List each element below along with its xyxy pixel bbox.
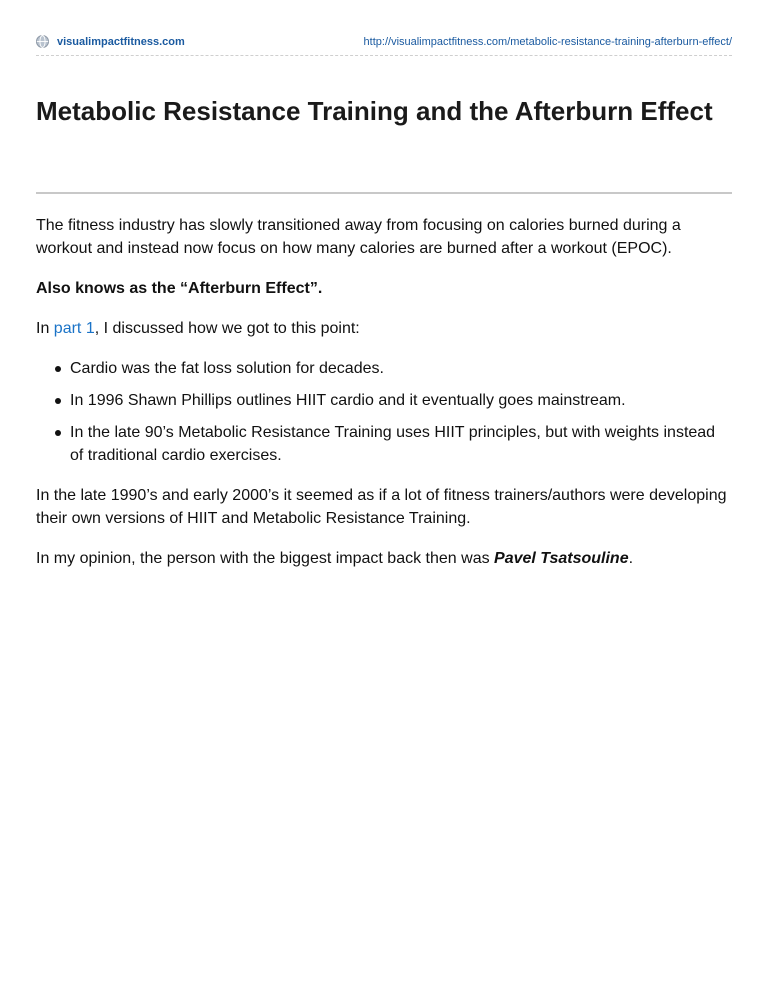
opinion-suffix: .	[628, 550, 634, 567]
list-item: Cardio was the fat loss solution for decades.	[70, 357, 732, 380]
afterburn-bold-text: Also knows as the “Afterburn Effect”.	[36, 280, 323, 297]
person-name: Pavel Tsatsouline	[494, 550, 629, 567]
page-header	[36, 33, 732, 56]
opinion-prefix: In my opinion, the person with the biggest impact back then was	[36, 550, 495, 567]
opinion-paragraph	[36, 547, 732, 570]
part-1-link[interactable]: part 1	[53, 320, 95, 337]
title-divider	[36, 192, 732, 194]
part1-suffix: , I discussed how we got to this point:	[94, 320, 360, 337]
article-title: Metabolic Resistance Training and the Afterburn Effect	[36, 96, 713, 126]
trainers-paragraph: In the late 1990’s and early 2000’s it seemed as if a lot of fitness trainers/authors were developing their own versions of HIIT and Metabolic Resistance Training.	[36, 487, 727, 527]
globe-icon	[36, 35, 49, 48]
list-item: In the late 90’s Metabolic Resistance Training uses HIIT principles, but with weights instead of traditional cardio exercises.	[70, 421, 732, 467]
part1-prefix: In	[36, 320, 54, 337]
history-list	[36, 357, 732, 467]
article-body	[36, 214, 732, 587]
part1-paragraph	[36, 317, 732, 340]
source-url-link[interactable]: http://visualimpactfitness.com/metabolic-resistance-training-afterburn-effect/	[363, 36, 732, 48]
site-name-link[interactable]: visualimpactfitness.com	[57, 36, 185, 48]
intro-paragraph: The fitness industry has slowly transitioned away from focusing on calories burned during a workout and instead now focus on how many calories are burned after a workout (EPOC).	[36, 217, 681, 257]
list-item: In 1996 Shawn Phillips outlines HIIT cardio and it eventually goes mainstream.	[70, 389, 732, 412]
afterburn-paragraph	[36, 277, 732, 300]
